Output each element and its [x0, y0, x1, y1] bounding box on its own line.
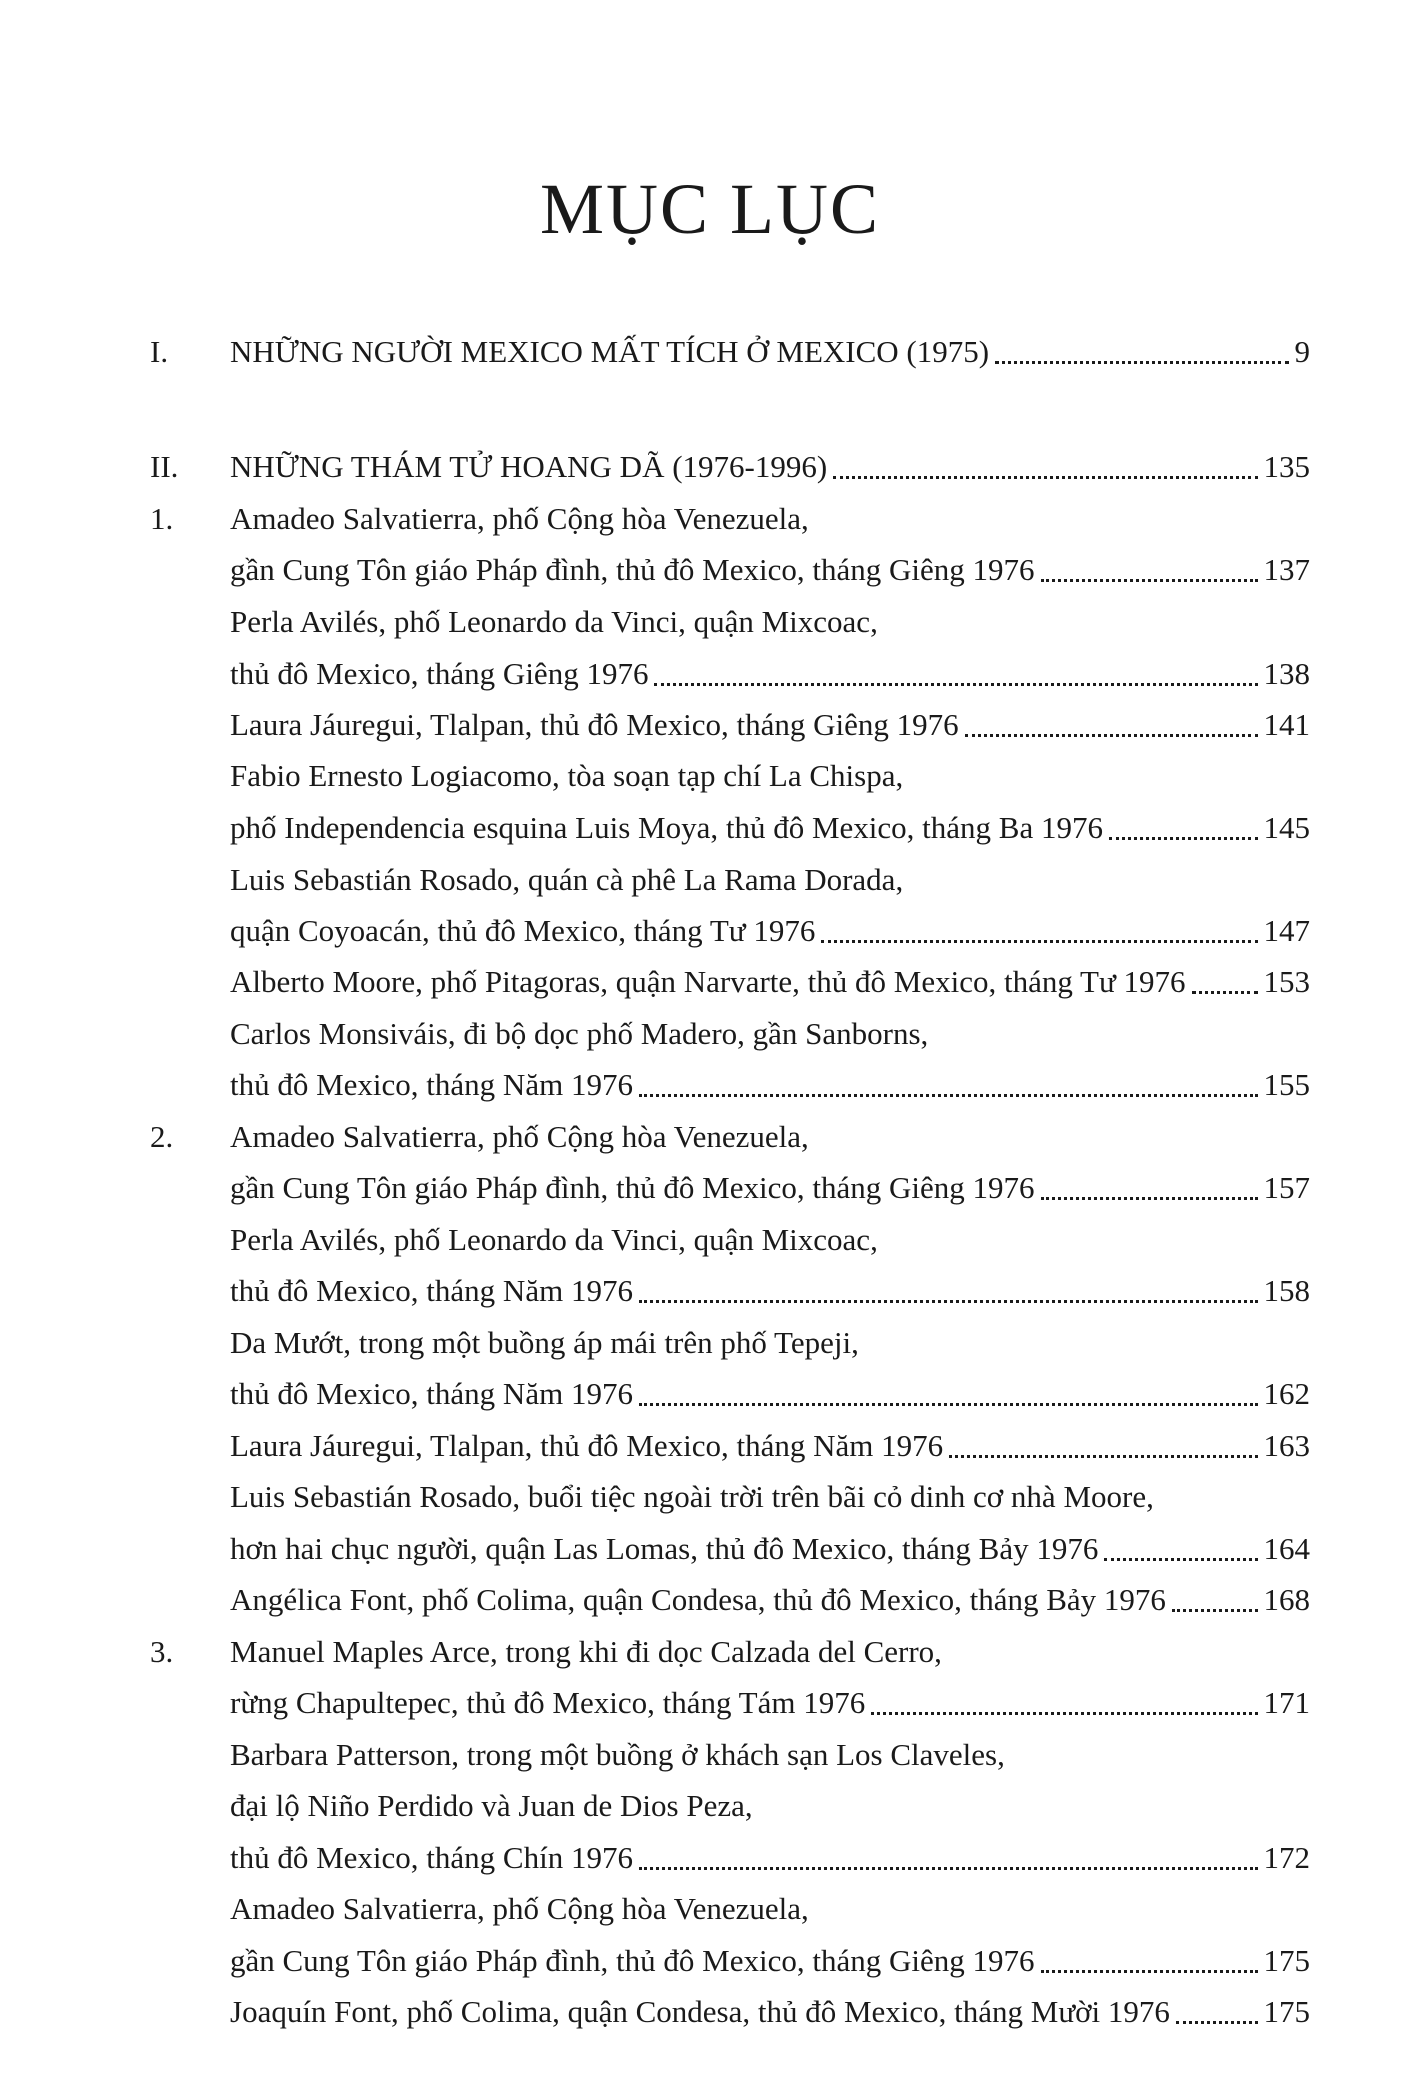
dot-leader	[833, 476, 1257, 479]
toc-entry-line	[230, 1836, 1310, 1880]
toc-entry-line	[230, 330, 1310, 374]
toc-entry-page-number: 158	[1263, 1273, 1310, 1308]
toc-entry-number: II.	[150, 449, 179, 484]
toc-entry-label: Fabio Ernesto Logiacomo, tòa soạn tạp chí La Chispa,	[230, 758, 904, 793]
toc-entry-line	[230, 1269, 1310, 1313]
toc-entry[interactable]	[150, 445, 1310, 489]
toc-entry[interactable]	[150, 1836, 1310, 1880]
toc-entry-page-number: 145	[1263, 810, 1310, 845]
toc-entry[interactable]	[150, 1784, 1310, 1828]
toc-entry-line	[230, 497, 1310, 541]
dot-leader	[1176, 2021, 1258, 2024]
toc-entry-label: Luis Sebastián Rosado, quán cà phê La Rama Dorada,	[230, 862, 904, 897]
toc-entry[interactable]	[150, 1733, 1310, 1777]
toc-entry[interactable]	[150, 600, 1310, 644]
toc-entry-label: Perla Avilés, phố Leonardo da Vinci, quận Mixcoac,	[230, 1222, 878, 1257]
dot-leader	[965, 734, 1258, 737]
toc-entry-page-number: 137	[1263, 552, 1310, 587]
page-title: MỤC LỤC	[539, 169, 881, 250]
toc-entry-line	[230, 1166, 1310, 1210]
toc-entry-page-number: 141	[1263, 707, 1310, 742]
toc-entry[interactable]	[150, 1115, 1310, 1159]
toc-entry-label: Barbara Patterson, trong một buồng ở khách sạn Los Claveles,	[230, 1737, 1005, 1772]
toc-entry[interactable]	[150, 548, 1310, 592]
toc-entry-number: 3.	[150, 1634, 174, 1669]
toc-entry[interactable]	[150, 1218, 1310, 1262]
toc-entry[interactable]	[150, 1887, 1310, 1931]
toc-entry-page-number: 164	[1263, 1531, 1310, 1566]
toc-entry[interactable]	[150, 1990, 1310, 2034]
toc-entry-label: Da Mướt, trong một buồng áp mái trên phố Tepeji,	[230, 1325, 859, 1360]
toc-entry-number: I.	[150, 334, 169, 369]
toc-entry-label: gần Cung Tôn giáo Pháp đình, thủ đô Mexico, tháng Giêng 1976	[230, 1943, 1035, 1978]
toc-entry-label: gần Cung Tôn giáo Pháp đình, thủ đô Mexico, tháng Giêng 1976	[230, 1170, 1035, 1205]
toc-entry-line	[230, 1578, 1310, 1622]
toc-entry[interactable]	[150, 1012, 1310, 1056]
toc-entry[interactable]	[150, 1063, 1310, 1107]
toc-entry[interactable]	[150, 754, 1310, 798]
dot-leader	[949, 1455, 1257, 1458]
toc-entry[interactable]	[150, 1321, 1310, 1365]
toc-entry-label: Luis Sebastián Rosado, buổi tiệc ngoài trời trên bãi cỏ dinh cơ nhà Moore,	[230, 1479, 1154, 1514]
toc-entry[interactable]	[150, 1424, 1310, 1468]
toc-entry-line	[230, 1784, 1310, 1828]
dot-leader	[1172, 1609, 1258, 1612]
toc-entry-line	[230, 1475, 1310, 1519]
toc-entry-number: 2.	[150, 1119, 174, 1154]
toc-entry-label: thủ đô Mexico, tháng Giêng 1976	[230, 656, 649, 691]
toc-entry[interactable]	[150, 1269, 1310, 1313]
toc-entry[interactable]	[150, 652, 1310, 696]
toc-entry-line	[230, 445, 1310, 489]
toc-entry-label: NHỮNG THÁM TỬ HOANG DÃ (1976-1996)	[230, 449, 828, 484]
toc-entry-line	[230, 548, 1310, 592]
toc-entry[interactable]	[150, 1475, 1310, 1519]
toc-entry[interactable]	[150, 330, 1310, 374]
toc-entry-label: hơn hai chục người, quận Las Lomas, thủ đô Mexico, tháng Bảy 1976	[230, 1531, 1099, 1566]
toc-entry[interactable]	[150, 497, 1310, 541]
toc-entry-label: đại lộ Niño Perdido và Juan de Dios Peza,	[230, 1788, 753, 1823]
toc-entry-line	[230, 1063, 1310, 1107]
toc-entry-label: Perla Avilés, phố Leonardo da Vinci, quận Mixcoac,	[230, 604, 878, 639]
toc-entry-label: Joaquín Font, phố Colima, quận Condesa, thủ đô Mexico, tháng Mười 1976	[230, 1994, 1170, 2029]
dot-leader	[1041, 579, 1258, 582]
toc-entry-label: thủ đô Mexico, tháng Năm 1976	[230, 1067, 633, 1102]
toc-entry-label: Alberto Moore, phố Pitagoras, quận Narvarte, thủ đô Mexico, tháng Tư 1976	[230, 964, 1186, 999]
toc-entry-line	[230, 1990, 1310, 2034]
toc-entry[interactable]	[150, 703, 1310, 747]
toc-entry-label: Angélica Font, phố Colima, quận Condesa, thủ đô Mexico, tháng Bảy 1976	[230, 1582, 1166, 1617]
toc-entry-label: Manuel Maples Arce, trong khi đi dọc Calzada del Cerro,	[230, 1634, 942, 1669]
toc-entry-page-number: 147	[1263, 913, 1310, 948]
toc-entry-label: NHỮNG NGƯỜI MEXICO MẤT TÍCH Ở MEXICO (1975)	[230, 334, 990, 369]
toc-entry-line	[230, 1321, 1310, 1365]
toc-entry-line	[230, 1012, 1310, 1056]
toc-entry-page-number: 155	[1263, 1067, 1310, 1102]
toc-entry[interactable]	[150, 1578, 1310, 1622]
dot-leader	[995, 361, 1288, 364]
toc-entry-label: gần Cung Tôn giáo Pháp đình, thủ đô Mexico, tháng Giêng 1976	[230, 552, 1035, 587]
toc-entry-label: thủ đô Mexico, tháng Chín 1976	[230, 1840, 633, 1875]
dot-leader	[871, 1712, 1257, 1715]
dot-leader	[639, 1300, 1258, 1303]
toc-entry-page-number: 138	[1263, 656, 1310, 691]
toc-entry[interactable]	[150, 909, 1310, 953]
toc-entry-line	[230, 909, 1310, 953]
toc-entry-page-number: 157	[1263, 1170, 1310, 1205]
toc-entry-page-number: 153	[1263, 964, 1310, 999]
toc-entry[interactable]	[150, 1527, 1310, 1571]
toc-entry-label: phố Independencia esquina Luis Moya, thủ đô Mexico, tháng Ba 1976	[230, 810, 1103, 845]
toc-entry-line	[230, 600, 1310, 644]
toc-entry-label: rừng Chapultepec, thủ đô Mexico, tháng Tám 1976	[230, 1685, 866, 1720]
toc-entry[interactable]	[150, 1681, 1310, 1725]
toc-entry-line	[230, 1424, 1310, 1468]
toc-entry-line	[230, 754, 1310, 798]
toc-entry[interactable]	[150, 1630, 1310, 1674]
toc-entry-line	[230, 858, 1310, 902]
toc-entry-label: Amadeo Salvatierra, phố Cộng hòa Venezuela,	[230, 501, 809, 536]
toc-entry-page-number: 135	[1263, 449, 1310, 484]
toc-entry-page-number: 168	[1263, 1582, 1310, 1617]
dot-leader	[1109, 837, 1258, 840]
toc-entry-page-number: 171	[1263, 1685, 1310, 1720]
toc-entry-line	[230, 1218, 1310, 1262]
dot-leader	[1192, 991, 1258, 994]
toc-entry-line	[230, 1939, 1310, 1983]
toc-entry[interactable]	[150, 806, 1310, 850]
dot-leader	[1041, 1197, 1258, 1200]
dot-leader	[654, 683, 1257, 686]
toc-entry-line	[230, 1630, 1310, 1674]
dot-leader	[639, 1403, 1258, 1406]
toc-entry[interactable]	[150, 960, 1310, 1004]
toc-entry-line	[230, 1733, 1310, 1777]
toc-entry-label: Amadeo Salvatierra, phố Cộng hòa Venezuela,	[230, 1891, 809, 1926]
toc-entry-number: 1.	[150, 501, 174, 536]
dot-leader	[821, 940, 1257, 943]
toc-entry-line	[230, 806, 1310, 850]
toc-entry-line	[230, 1115, 1310, 1159]
toc-entry-line	[230, 960, 1310, 1004]
toc-entry-label: Laura Jáuregui, Tlalpan, thủ đô Mexico, tháng Năm 1976	[230, 1428, 944, 1463]
toc-entry[interactable]	[150, 1166, 1310, 1210]
toc-entry-line	[230, 652, 1310, 696]
dot-leader	[1041, 1970, 1258, 1973]
toc-entry-label: Carlos Monsiváis, đi bộ dọc phố Madero, gần Sanborns,	[230, 1016, 929, 1051]
toc-entry-label: thủ đô Mexico, tháng Năm 1976	[230, 1273, 633, 1308]
toc-entry-label: quận Coyoacán, thủ đô Mexico, tháng Tư 1976	[230, 913, 816, 948]
toc-entry[interactable]	[150, 858, 1310, 902]
toc-entry-page-number: 163	[1263, 1428, 1310, 1463]
toc-entry-page-number: 162	[1263, 1376, 1310, 1411]
toc-entry-line	[230, 1372, 1310, 1416]
toc-entry-page-number: 175	[1263, 1943, 1310, 1978]
toc-entry-line	[230, 1887, 1310, 1931]
toc-entry[interactable]	[150, 1372, 1310, 1416]
dot-leader	[1104, 1558, 1257, 1561]
toc-entry-label: Amadeo Salvatierra, phố Cộng hòa Venezuela,	[230, 1119, 809, 1154]
dot-leader	[639, 1094, 1258, 1097]
toc-entry-page-number: 172	[1263, 1840, 1310, 1875]
toc-entry-page-number: 175	[1263, 1994, 1310, 2029]
toc-entry-line	[230, 1681, 1310, 1725]
toc-entry-line	[230, 703, 1310, 747]
dot-leader	[639, 1867, 1258, 1870]
toc-entry-label: Laura Jáuregui, Tlalpan, thủ đô Mexico, tháng Giêng 1976	[230, 707, 959, 742]
toc-entry-page-number: 9	[1294, 334, 1310, 369]
toc-entry-label: thủ đô Mexico, tháng Năm 1976	[230, 1376, 633, 1411]
toc-entry-line	[230, 1527, 1310, 1571]
toc-entry[interactable]	[150, 1939, 1310, 1983]
